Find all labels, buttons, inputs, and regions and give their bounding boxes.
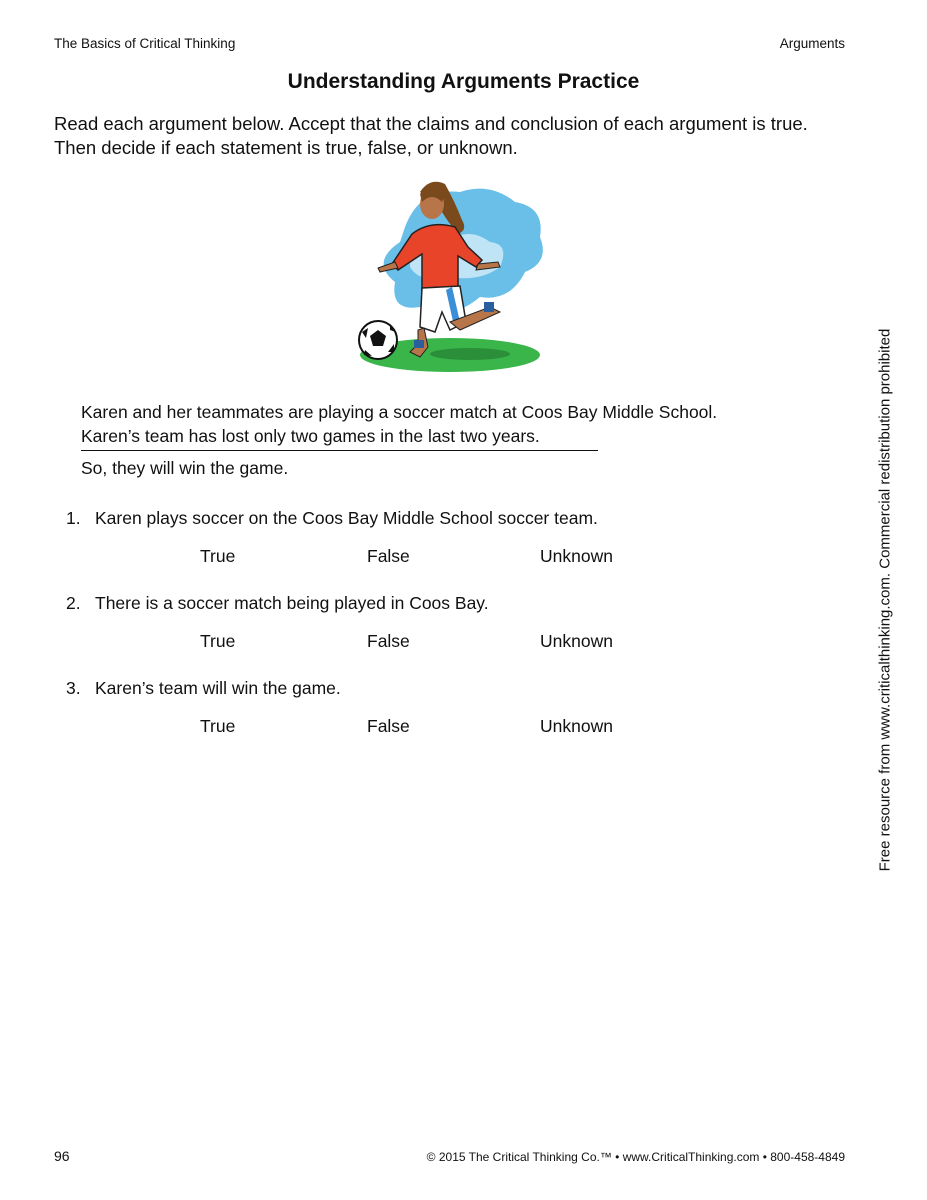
argument-claim-1: Karen and her teammates are playing a soccer match at Coos Bay Middle School. (81, 402, 718, 422)
soccer-player-illustration (350, 172, 550, 377)
question-1 (66, 508, 598, 529)
header-book-title: The Basics of Critical Thinking (54, 36, 236, 51)
q3-option-true[interactable]: True (200, 716, 236, 736)
question-number: 1. (66, 508, 81, 528)
q1-option-true[interactable]: True (200, 546, 236, 566)
q2-option-unknown[interactable]: Unknown (540, 631, 613, 651)
q1-option-unknown[interactable]: Unknown (540, 546, 613, 566)
question-number: 3. (66, 678, 81, 698)
question-text: Karen’s team will win the game. (95, 678, 341, 698)
page-title: Understanding Arguments Practice (287, 70, 640, 93)
q3-option-unknown[interactable]: Unknown (540, 716, 613, 736)
side-notice-text: Free resource from www.criticalthinking.com. Commercial redistribution prohibited (876, 328, 894, 872)
argument-conclusion: So, they will win the game. (81, 458, 289, 478)
question-text: There is a soccer match being played in Coos Bay. (95, 593, 489, 613)
header-section: Arguments (779, 36, 845, 51)
instructions: Read each argument below. Accept that the claims and conclusion of each argument is true. Then decide if each statement is true, false, or unknown. (54, 113, 808, 158)
footer-copyright: © 2015 The Critical Thinking Co.™ • www.CriticalThinking.com • 800-458-4849 (426, 1150, 845, 1164)
argument-conclusion-divider (81, 450, 598, 451)
question-text: Karen plays soccer on the Coos Bay Middle School soccer team. (95, 508, 598, 528)
question-3 (66, 678, 341, 699)
q1-option-false[interactable]: False (367, 546, 410, 566)
argument-claim-2: Karen’s team has lost only two games in the last two years. (81, 426, 540, 446)
q3-option-false[interactable]: False (367, 716, 410, 736)
question-2 (66, 593, 489, 614)
page-number: 96 (54, 1148, 70, 1164)
q2-option-false[interactable]: False (367, 631, 410, 651)
q2-option-true[interactable]: True (200, 631, 236, 651)
question-number: 2. (66, 593, 81, 613)
